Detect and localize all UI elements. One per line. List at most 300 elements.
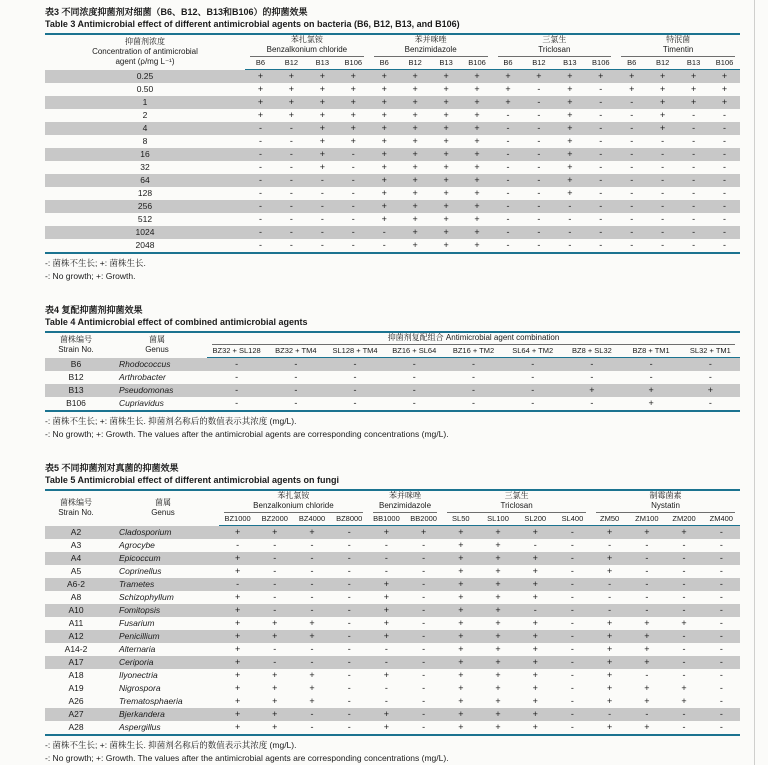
table-cell: + bbox=[607, 722, 613, 732]
row-label: A5 bbox=[70, 566, 82, 576]
table-cell: - bbox=[554, 656, 591, 669]
table-cell: + bbox=[517, 630, 554, 643]
table-cell: + bbox=[381, 84, 387, 94]
table-cell: + bbox=[443, 136, 449, 146]
table-cell: + bbox=[431, 122, 462, 135]
table-cell: - bbox=[347, 722, 351, 732]
row-label: Coprinellus bbox=[119, 566, 162, 576]
table-cell: - bbox=[665, 552, 702, 565]
table-cell: + bbox=[458, 722, 464, 732]
table-cell: + bbox=[644, 618, 650, 628]
table-cell: + bbox=[607, 618, 613, 628]
table-cell: - bbox=[293, 604, 330, 617]
column-subheader: SL32 + TM1 bbox=[681, 345, 740, 358]
table-row bbox=[45, 187, 740, 200]
table-cell: - bbox=[570, 592, 574, 602]
table-cell: + bbox=[721, 84, 728, 94]
table-cell: + bbox=[681, 384, 740, 397]
table-cell: + bbox=[256, 630, 293, 643]
table-cell: + bbox=[381, 136, 387, 146]
table-cell: - bbox=[537, 240, 541, 250]
column-subheader: BB2000 bbox=[405, 513, 442, 526]
table-cell: - bbox=[368, 656, 405, 669]
table-cell: - bbox=[294, 372, 298, 382]
table-cell: - bbox=[537, 84, 541, 94]
table-cell: + bbox=[400, 226, 431, 239]
table-row bbox=[45, 526, 740, 540]
column-header bbox=[45, 332, 107, 358]
table-cell: + bbox=[678, 70, 709, 84]
table4-title-zh: 表4 复配抑菌剂抑菌效果 bbox=[45, 305, 143, 315]
column-subheader: BZ16 + TM2 bbox=[444, 345, 503, 358]
table-cell: - bbox=[692, 240, 696, 250]
table-cell: + bbox=[383, 670, 390, 680]
table-row bbox=[45, 239, 740, 253]
table3-block bbox=[45, 6, 740, 282]
table-cell: + bbox=[369, 174, 400, 187]
table-cell: - bbox=[630, 214, 634, 224]
table-cell: + bbox=[319, 162, 325, 172]
table-cell: + bbox=[443, 214, 449, 224]
table-cell: - bbox=[661, 214, 665, 224]
table-cell: - bbox=[320, 188, 324, 198]
table-cell: - bbox=[570, 722, 574, 732]
table-cell: - bbox=[570, 618, 574, 628]
table-cell: - bbox=[266, 384, 325, 397]
table3-bacteria-table bbox=[45, 33, 740, 254]
table-cell: + bbox=[532, 592, 538, 602]
table-cell: - bbox=[647, 226, 678, 239]
table-cell: - bbox=[338, 174, 369, 187]
table-cell: + bbox=[493, 70, 524, 84]
table-cell: + bbox=[400, 174, 431, 187]
table-cell: + bbox=[381, 110, 387, 120]
table-cell: - bbox=[665, 604, 702, 617]
group-header-line: Triclosan bbox=[538, 45, 571, 54]
table4-block bbox=[45, 304, 740, 440]
table-cell: + bbox=[479, 552, 516, 565]
row-label: Arthrobacter bbox=[119, 372, 166, 382]
table-cell: - bbox=[471, 398, 475, 408]
row-label: B106 bbox=[66, 398, 86, 408]
table5-title-zh: 表5 不同抑菌剂对真菌的抑菌效果 bbox=[45, 463, 179, 473]
table-cell: + bbox=[412, 136, 418, 146]
column-group-header bbox=[493, 34, 617, 57]
table5-block bbox=[45, 462, 740, 764]
table-cell: - bbox=[709, 148, 740, 161]
table-cell: - bbox=[554, 578, 591, 591]
column-subheader: BZ8 + SL32 bbox=[562, 345, 621, 358]
column-subheader: B6 bbox=[245, 57, 276, 70]
table-cell: - bbox=[422, 592, 426, 602]
table-cell: + bbox=[431, 200, 462, 213]
table-cell: - bbox=[591, 578, 628, 591]
table-cell: + bbox=[412, 110, 418, 120]
table-row bbox=[45, 371, 740, 384]
table-cell: + bbox=[644, 696, 650, 706]
row-label: Alternaria bbox=[119, 644, 156, 654]
table-cell: + bbox=[554, 96, 585, 109]
column-subheader: ZM50 bbox=[591, 513, 628, 526]
table-cell: - bbox=[351, 188, 355, 198]
table-cell: - bbox=[723, 110, 727, 120]
table-cell: + bbox=[607, 644, 613, 654]
table-cell: + bbox=[412, 84, 418, 94]
table-cell: + bbox=[219, 708, 256, 721]
table-row bbox=[45, 213, 740, 226]
table-cell: + bbox=[647, 96, 678, 109]
table-cell: + bbox=[234, 683, 241, 693]
table-cell: + bbox=[288, 110, 295, 120]
table-cell: + bbox=[338, 96, 369, 109]
table-cell: - bbox=[384, 540, 388, 550]
table-cell: - bbox=[293, 578, 330, 591]
column-subheader: SL100 bbox=[479, 513, 516, 526]
table-cell: - bbox=[723, 136, 727, 146]
table-cell: - bbox=[590, 372, 594, 382]
table-cell: + bbox=[412, 214, 418, 224]
table-row bbox=[45, 591, 740, 604]
table-cell: + bbox=[647, 70, 678, 84]
table-cell: - bbox=[682, 540, 686, 550]
table-row bbox=[45, 397, 740, 411]
table-cell: + bbox=[219, 656, 256, 669]
table-cell: + bbox=[307, 70, 338, 84]
table-cell: + bbox=[383, 592, 390, 602]
table-cell: + bbox=[442, 630, 479, 643]
table-cell: - bbox=[678, 122, 709, 135]
table-cell: + bbox=[495, 696, 501, 706]
table-cell: - bbox=[422, 566, 426, 576]
table-cell: - bbox=[276, 148, 307, 161]
table-cell: - bbox=[347, 566, 351, 576]
column-subheader: B12 bbox=[276, 57, 307, 70]
table-cell: - bbox=[719, 670, 723, 680]
table-cell: - bbox=[384, 696, 388, 706]
table-cell: + bbox=[585, 70, 616, 84]
table-cell: - bbox=[531, 372, 535, 382]
table4-combined-agents-table bbox=[45, 331, 740, 412]
row-label: 64 bbox=[45, 174, 245, 187]
table-cell: - bbox=[331, 604, 368, 617]
table-cell: - bbox=[616, 122, 647, 135]
table-cell: - bbox=[331, 630, 368, 643]
table-cell: + bbox=[678, 96, 709, 109]
table-cell: - bbox=[289, 136, 293, 146]
table-cell: + bbox=[256, 708, 293, 721]
table-cell: + bbox=[690, 84, 697, 94]
table-cell: + bbox=[400, 70, 431, 84]
table-cell: - bbox=[347, 644, 351, 654]
column-header bbox=[45, 490, 107, 526]
table-row bbox=[45, 617, 740, 630]
column-subheader: B12 bbox=[523, 57, 554, 70]
table-cell: - bbox=[307, 226, 338, 239]
table-cell: + bbox=[517, 552, 554, 565]
table-cell: + bbox=[442, 604, 479, 617]
table-cell: - bbox=[245, 174, 276, 187]
table-cell: + bbox=[628, 656, 665, 669]
table-cell: + bbox=[458, 670, 464, 680]
table-cell: + bbox=[567, 162, 573, 172]
row-label: A27 bbox=[45, 708, 107, 721]
table-cell: + bbox=[443, 162, 449, 172]
column-subheader: B106 bbox=[585, 57, 616, 70]
table-cell: - bbox=[235, 398, 239, 408]
table-cell: - bbox=[647, 174, 678, 187]
table-cell: + bbox=[257, 110, 264, 120]
table-cell: - bbox=[682, 722, 686, 732]
table-cell: - bbox=[289, 240, 293, 250]
table-cell: + bbox=[309, 696, 315, 706]
table-cell: - bbox=[608, 592, 612, 602]
table-cell: - bbox=[645, 670, 649, 680]
table-cell: - bbox=[256, 578, 293, 591]
table-cell: - bbox=[692, 110, 696, 120]
table-cell: + bbox=[644, 644, 650, 654]
column-header-line: 菌株编号 bbox=[60, 335, 92, 345]
table-cell: - bbox=[245, 200, 276, 213]
table-cell: - bbox=[405, 630, 442, 643]
table-cell: - bbox=[599, 84, 603, 94]
table-cell: - bbox=[599, 214, 603, 224]
column-subheader: BZ32 + SL128 bbox=[207, 345, 266, 358]
table-cell: + bbox=[532, 696, 538, 706]
table-cell: - bbox=[258, 240, 262, 250]
table-cell: - bbox=[384, 644, 388, 654]
table-cell: - bbox=[325, 358, 384, 372]
row-label: 8 bbox=[142, 136, 148, 146]
table-cell: + bbox=[681, 696, 687, 706]
table-cell: + bbox=[628, 526, 665, 540]
table-cell: - bbox=[531, 398, 535, 408]
table-cell: + bbox=[234, 618, 241, 628]
table-cell: + bbox=[293, 630, 330, 643]
column-subheader: B6 bbox=[369, 57, 400, 70]
table-cell: + bbox=[474, 84, 480, 94]
table-cell: + bbox=[458, 540, 464, 550]
table-cell: + bbox=[219, 552, 256, 565]
row-label: A12 bbox=[45, 630, 107, 643]
group-header-line: 特泯菌 bbox=[666, 35, 691, 44]
column-subheader: B106 bbox=[462, 57, 493, 70]
group-header-line: Benzalkonium chloride bbox=[266, 45, 348, 54]
table-cell: + bbox=[369, 70, 400, 84]
row-label: B13 bbox=[45, 384, 107, 397]
column-header bbox=[107, 490, 219, 526]
table-cell: - bbox=[682, 670, 686, 680]
column-group-header bbox=[207, 332, 740, 345]
table-cell: - bbox=[331, 708, 368, 721]
table-cell: - bbox=[368, 552, 405, 565]
row-label: A2 bbox=[45, 526, 107, 540]
table-cell: - bbox=[554, 226, 585, 239]
table-cell: - bbox=[678, 174, 709, 187]
table-cell: - bbox=[709, 174, 740, 187]
table-cell: - bbox=[585, 226, 616, 239]
table-cell: - bbox=[628, 604, 665, 617]
table-cell: - bbox=[682, 592, 686, 602]
table-cell: + bbox=[532, 618, 538, 628]
table5-footnote-en: -: No growth; +: Growth. The values after the antimicrobial agents are corresponding concentrations (mg/L). bbox=[45, 752, 449, 763]
table-cell: - bbox=[256, 604, 293, 617]
row-label: A28 bbox=[68, 722, 84, 732]
table-cell: + bbox=[709, 96, 740, 109]
table-cell: - bbox=[649, 372, 653, 382]
table-row bbox=[45, 708, 740, 721]
table-cell: - bbox=[384, 683, 388, 693]
table-cell: + bbox=[462, 148, 493, 161]
table-cell: - bbox=[353, 398, 357, 408]
table-cell: + bbox=[648, 398, 654, 408]
table-cell: - bbox=[235, 372, 239, 382]
table-cell: - bbox=[338, 226, 369, 239]
table-cell: + bbox=[517, 578, 554, 591]
table-cell: - bbox=[703, 552, 740, 565]
table-cell: + bbox=[479, 708, 516, 721]
table-cell: - bbox=[310, 722, 314, 732]
table-cell: + bbox=[532, 644, 538, 654]
table-cell: - bbox=[723, 188, 727, 198]
table-cell: - bbox=[293, 656, 330, 669]
table-cell: - bbox=[493, 226, 524, 239]
table-cell: - bbox=[351, 214, 355, 224]
table-cell: + bbox=[272, 696, 278, 706]
table-cell: - bbox=[293, 708, 330, 721]
table-cell: + bbox=[219, 630, 256, 643]
table-cell: + bbox=[495, 644, 501, 654]
table-cell: - bbox=[294, 398, 298, 408]
row-label: A4 bbox=[45, 552, 107, 565]
table3-footnote-zh: -: 菌株不生长; +: 菌株生长. bbox=[45, 258, 146, 268]
group-header-line: Benzalkonium chloride bbox=[253, 501, 334, 510]
table-cell: + bbox=[554, 148, 585, 161]
table-cell: - bbox=[692, 188, 696, 198]
table-cell: + bbox=[458, 592, 464, 602]
table-cell: + bbox=[567, 84, 573, 94]
table-cell: + bbox=[234, 696, 241, 706]
table-cell: + bbox=[234, 670, 241, 680]
table-cell: + bbox=[412, 240, 418, 250]
table-cell: + bbox=[474, 240, 480, 250]
table-cell: - bbox=[709, 122, 740, 135]
table-cell: - bbox=[412, 398, 416, 408]
column-subheader: B13 bbox=[307, 57, 338, 70]
table-cell: - bbox=[692, 136, 696, 146]
row-label: A26 bbox=[68, 696, 84, 706]
table-cell: - bbox=[661, 162, 665, 172]
table-cell: - bbox=[661, 188, 665, 198]
table-cell: + bbox=[443, 188, 449, 198]
table-cell: + bbox=[369, 96, 400, 109]
table-cell: + bbox=[256, 526, 293, 540]
group-header-line: Benzimidazole bbox=[404, 45, 457, 54]
table-cell: + bbox=[245, 96, 276, 109]
row-label: A8 bbox=[70, 592, 82, 602]
table-cell: - bbox=[719, 540, 723, 550]
table-cell: - bbox=[554, 708, 591, 721]
table-cell: - bbox=[661, 136, 665, 146]
table-cell: - bbox=[310, 592, 314, 602]
table-cell: - bbox=[570, 683, 574, 693]
row-label: 2048 bbox=[135, 240, 155, 250]
row-label: Trametes bbox=[107, 578, 219, 591]
table-cell: + bbox=[660, 110, 666, 120]
row-label: Bjerkandera bbox=[107, 708, 219, 721]
table-cell: - bbox=[258, 136, 262, 146]
table-cell: + bbox=[607, 696, 613, 706]
table-cell: + bbox=[607, 670, 613, 680]
table-cell: + bbox=[458, 696, 464, 706]
column-subheader: BZ1000 bbox=[219, 513, 256, 526]
table-cell: + bbox=[381, 162, 387, 172]
table-cell: + bbox=[368, 604, 405, 617]
table-cell: - bbox=[276, 226, 307, 239]
table-cell: + bbox=[381, 188, 387, 198]
column-subheader: B13 bbox=[678, 57, 709, 70]
column-subheader: BZ8000 bbox=[331, 513, 368, 526]
table-cell: - bbox=[384, 566, 388, 576]
table-cell: - bbox=[207, 358, 266, 372]
table-cell: + bbox=[350, 110, 356, 120]
table-cell: - bbox=[645, 592, 649, 602]
row-label: Cupriavidus bbox=[119, 398, 164, 408]
table3-footnote-en: -: No growth; +: Growth. bbox=[45, 270, 136, 281]
table-cell: + bbox=[462, 122, 493, 135]
group-header-line: Benzimidazole bbox=[379, 501, 432, 510]
table-cell: + bbox=[532, 670, 538, 680]
table-cell: + bbox=[495, 722, 501, 732]
table-cell: + bbox=[245, 70, 276, 84]
table-cell: - bbox=[256, 552, 293, 565]
table-cell: + bbox=[660, 84, 666, 94]
column-subheader: SL50 bbox=[442, 513, 479, 526]
table-cell: + bbox=[309, 683, 315, 693]
table-cell: + bbox=[368, 526, 405, 540]
column-subheader: ZM200 bbox=[665, 513, 702, 526]
table-cell: - bbox=[599, 136, 603, 146]
table-cell: + bbox=[400, 122, 431, 135]
column-header-line: 抑菌剂浓度 bbox=[125, 37, 165, 47]
table-cell: - bbox=[258, 214, 262, 224]
table-cell: - bbox=[347, 592, 351, 602]
page-edge-divider bbox=[754, 0, 755, 765]
table-cell: - bbox=[630, 162, 634, 172]
table-cell: + bbox=[591, 526, 628, 540]
column-subheader: SL64 + TM2 bbox=[503, 345, 562, 358]
table-cell: + bbox=[442, 578, 479, 591]
column-subheader: BZ4000 bbox=[293, 513, 330, 526]
table-cell: - bbox=[608, 540, 612, 550]
table-cell: - bbox=[591, 604, 628, 617]
group-header-line: 三氯生 bbox=[542, 35, 567, 44]
table-cell: - bbox=[422, 696, 426, 706]
table-cell: - bbox=[630, 188, 634, 198]
table-cell: - bbox=[523, 174, 554, 187]
table-cell: - bbox=[719, 644, 723, 654]
table-cell: - bbox=[591, 708, 628, 721]
table-cell: - bbox=[506, 188, 510, 198]
table-cell: + bbox=[474, 214, 480, 224]
table-cell: - bbox=[703, 526, 740, 540]
table-row bbox=[45, 656, 740, 669]
table-cell: - bbox=[310, 540, 314, 550]
column-header-line: Strain No. bbox=[58, 345, 94, 355]
table-cell: - bbox=[289, 162, 293, 172]
table-row bbox=[45, 682, 740, 695]
table-cell: - bbox=[347, 696, 351, 706]
table-cell: - bbox=[347, 670, 351, 680]
